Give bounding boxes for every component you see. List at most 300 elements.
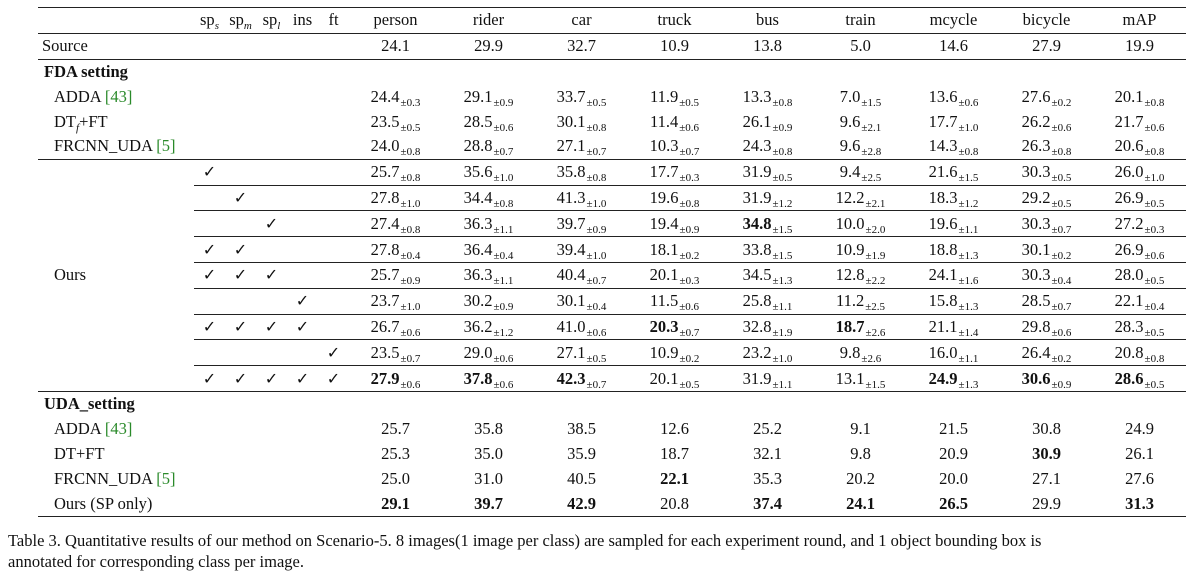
mean-value: 29.0 <box>463 342 493 362</box>
mean-value: 10.3 <box>649 136 679 156</box>
std-number: 0.6 <box>1150 121 1165 134</box>
mean-value: 20.1 <box>649 368 679 388</box>
std-value <box>679 301 699 313</box>
value-with-std <box>463 368 514 391</box>
mean-value: 10.9 <box>835 239 865 259</box>
plus-minus: ± <box>958 223 965 236</box>
value-cell <box>628 466 721 491</box>
mean-value: 31.9 <box>742 187 772 207</box>
std-value <box>959 327 979 339</box>
std-value <box>401 379 421 391</box>
check-mark-icon: ✓ <box>295 370 310 388</box>
std-value <box>680 327 700 339</box>
std-value <box>1052 97 1072 109</box>
value-cell <box>907 185 1000 211</box>
std-value <box>959 146 979 158</box>
mean-value: 30.1 <box>556 291 586 311</box>
std-number: 0.6 <box>592 326 607 339</box>
std-value <box>773 122 793 134</box>
plus-minus: ± <box>679 326 686 339</box>
std-number: 0.9 <box>592 223 607 236</box>
mean-value: 31.0 <box>474 468 503 488</box>
empty-check-cell <box>225 491 256 516</box>
std-number: 1.3 <box>964 301 979 314</box>
ours-row <box>38 366 1186 392</box>
value-with-std <box>649 162 700 185</box>
mean-value: 27.6 <box>1125 468 1154 488</box>
method-name <box>38 442 194 467</box>
std-value <box>587 97 607 109</box>
plus-minus: ± <box>958 352 965 365</box>
std-number: 1.3 <box>964 249 979 262</box>
std-number: 0.6 <box>499 378 514 391</box>
mean-value: 24.0 <box>370 136 400 156</box>
empty-check-cell <box>318 134 349 159</box>
uda-row <box>38 491 1186 516</box>
plus-minus: ± <box>493 352 500 365</box>
plus-minus: ± <box>958 96 965 109</box>
plus-minus: ± <box>865 249 872 262</box>
plus-minus: ± <box>861 121 868 134</box>
mean-value: 25.3 <box>381 443 410 463</box>
value-with-std <box>463 342 514 365</box>
mean-value: 29.1 <box>463 86 493 106</box>
mean-value: 28.5 <box>1021 291 1051 311</box>
mean-value: 24.9 <box>928 368 958 388</box>
std-value <box>587 379 607 391</box>
std-value <box>959 122 979 134</box>
std-number: 0.7 <box>406 352 421 365</box>
mean-value: 25.8 <box>742 291 772 311</box>
value-cell <box>349 109 442 134</box>
mean-value: 23.7 <box>370 291 400 311</box>
source-value: 5.0 <box>814 33 907 59</box>
check-mark-icon: ✓ <box>202 318 217 336</box>
mean-value: 25.7 <box>370 162 400 182</box>
std-number: 1.9 <box>871 249 886 262</box>
header-check-subscript: s <box>214 20 219 33</box>
value-with-std <box>742 86 793 109</box>
std-number: 0.7 <box>685 326 700 339</box>
std-value <box>680 172 700 184</box>
value-cell <box>907 134 1000 159</box>
value-cell <box>349 442 442 467</box>
plus-minus: ± <box>958 378 965 391</box>
value-with-std <box>463 213 514 236</box>
std-value <box>680 146 700 158</box>
value-with-std <box>1114 316 1165 339</box>
check-cell <box>194 185 225 211</box>
value-cell <box>535 84 628 109</box>
value-with-std <box>463 239 514 262</box>
mean-value: 28.6 <box>1114 368 1144 388</box>
value-with-std <box>463 111 514 134</box>
mean-value: 30.1 <box>1021 239 1051 259</box>
value-with-std <box>370 162 421 185</box>
header-check-2 <box>256 8 287 34</box>
std-value <box>1145 146 1165 158</box>
plus-minus: ± <box>400 378 407 391</box>
value-with-std <box>370 239 421 262</box>
plus-minus: ± <box>772 352 779 365</box>
value-cell <box>535 237 628 263</box>
value-with-std <box>556 342 607 365</box>
std-number: 1.2 <box>778 197 793 210</box>
plus-minus: ± <box>958 121 965 134</box>
mean-value: 13.6 <box>928 86 958 106</box>
value-with-std <box>742 213 793 236</box>
std-number: 0.4 <box>1057 275 1072 288</box>
std-value <box>1145 97 1165 109</box>
value-with-std <box>370 136 421 159</box>
empty-check-cell <box>256 491 287 516</box>
value-cell <box>907 109 1000 134</box>
std-number: 1.5 <box>964 172 979 185</box>
std-value <box>1145 275 1165 287</box>
std-value <box>587 172 607 184</box>
value-with-std <box>556 136 607 159</box>
std-number: 2.5 <box>867 172 882 185</box>
empty-check-cell <box>318 109 349 134</box>
value-cell <box>907 84 1000 109</box>
value-with-std <box>742 162 793 185</box>
citation-link: [43] <box>104 419 133 439</box>
value-with-std <box>835 187 886 210</box>
std-number: 0.7 <box>685 146 700 159</box>
std-number: 0.3 <box>1150 223 1165 236</box>
value-cell <box>907 211 1000 237</box>
plus-minus: ± <box>1051 121 1058 134</box>
plus-minus: ± <box>1144 121 1151 134</box>
std-value <box>773 353 793 365</box>
value-cell <box>814 185 907 211</box>
source-value: 29.9 <box>442 33 535 59</box>
value-with-std <box>370 265 421 288</box>
empty-check-cell <box>194 466 225 491</box>
ours-row <box>38 237 1186 263</box>
method-name-main: DT <box>54 111 76 131</box>
mean-value: 26.9 <box>1114 187 1144 207</box>
mean-value: 32.8 <box>742 316 772 336</box>
std-value <box>401 97 421 109</box>
header-check-label: ft <box>328 10 339 30</box>
value-with-std <box>463 265 514 288</box>
check-cell <box>256 159 287 185</box>
value-with-std <box>556 265 607 288</box>
value-cell <box>628 134 721 159</box>
value-cell <box>442 417 535 442</box>
value-cell <box>349 417 442 442</box>
plus-minus: ± <box>679 301 686 314</box>
value-with-std <box>839 162 882 185</box>
mean-value: 9.8 <box>850 443 871 463</box>
mean-value: 20.0 <box>939 468 968 488</box>
value-cell <box>907 366 1000 392</box>
std-number: 0.5 <box>592 96 607 109</box>
value-with-std <box>928 368 979 391</box>
std-value <box>1145 224 1165 236</box>
std-value <box>401 327 421 339</box>
plus-minus: ± <box>1051 249 1058 262</box>
mean-value: 37.4 <box>753 493 782 513</box>
value-with-std <box>1114 342 1165 365</box>
mean-value: 25.2 <box>753 419 782 439</box>
std-number: 1.0 <box>592 249 607 262</box>
value-cell <box>1000 237 1093 263</box>
source-value: 10.9 <box>628 33 721 59</box>
std-number: 2.1 <box>871 197 886 210</box>
mean-value: 42.3 <box>556 368 586 388</box>
value-with-std <box>1021 342 1072 365</box>
check-mark-icon: ✓ <box>233 318 248 336</box>
value-cell <box>1000 185 1093 211</box>
std-number: 0.3 <box>685 172 700 185</box>
std-number: 1.5 <box>778 223 793 236</box>
check-cell <box>194 211 225 237</box>
mean-value: 26.9 <box>1114 239 1144 259</box>
value-cell <box>535 366 628 392</box>
check-cell <box>225 340 256 366</box>
value-with-std <box>835 239 886 262</box>
std-number: 0.8 <box>1150 352 1165 365</box>
mean-value: 30.8 <box>1032 419 1061 439</box>
std-number: 0.6 <box>499 352 514 365</box>
std-number: 1.1 <box>964 352 979 365</box>
check-mark-icon: ✓ <box>233 189 248 207</box>
std-number: 2.1 <box>867 121 882 134</box>
std-value <box>959 379 979 391</box>
mean-value: 35.6 <box>463 162 493 182</box>
plus-minus: ± <box>1144 197 1151 210</box>
plus-minus: ± <box>493 301 500 314</box>
method-name-text: FRCNN_UDA <box>54 136 153 156</box>
value-cell <box>721 211 814 237</box>
value-cell <box>535 159 628 185</box>
value-with-std <box>649 291 700 314</box>
empty-check-cell <box>194 84 225 109</box>
value-with-std <box>1021 162 1072 185</box>
value-with-std <box>742 368 793 391</box>
mean-value: 23.2 <box>742 342 772 362</box>
method-name-text: ADDA <box>54 86 101 106</box>
plus-minus: ± <box>679 249 686 262</box>
std-number: 1.1 <box>778 301 793 314</box>
mean-value: 26.2 <box>1021 111 1051 131</box>
mean-value: 9.6 <box>839 111 861 131</box>
plus-minus: ± <box>493 378 500 391</box>
mean-value: 26.7 <box>370 316 400 336</box>
value-with-std <box>649 239 700 262</box>
value-cell <box>1093 159 1186 185</box>
method-name-text: DT+FT <box>54 443 105 463</box>
std-number: 0.2 <box>685 352 700 365</box>
value-with-std <box>649 316 700 339</box>
value-cell <box>721 442 814 467</box>
mean-value: 28.5 <box>463 111 493 131</box>
value-with-std <box>1114 368 1165 391</box>
value-cell <box>628 417 721 442</box>
plus-minus: ± <box>861 146 868 159</box>
check-cell <box>256 262 287 288</box>
value-with-std <box>649 342 700 365</box>
plus-minus: ± <box>772 301 779 314</box>
value-with-std <box>1114 239 1165 262</box>
std-value <box>401 146 421 158</box>
std-number: 2.2 <box>871 275 886 288</box>
plus-minus: ± <box>1144 326 1151 339</box>
std-number: 0.6 <box>406 378 421 391</box>
value-cell <box>907 442 1000 467</box>
mean-value: 16.0 <box>928 342 958 362</box>
std-value <box>401 224 421 236</box>
empty-check-cell <box>256 417 287 442</box>
std-value <box>1145 198 1165 210</box>
citation-link: [43] <box>104 86 133 106</box>
value-cell <box>442 491 535 516</box>
std-number: 1.0 <box>964 121 979 134</box>
plus-minus: ± <box>1051 378 1058 391</box>
plus-minus: ± <box>958 146 965 159</box>
plus-minus: ± <box>958 172 965 185</box>
std-value <box>1052 327 1072 339</box>
value-with-std <box>742 342 793 365</box>
std-number: 1.0 <box>406 301 421 314</box>
mean-value: 9.6 <box>839 136 861 156</box>
value-with-std <box>1021 368 1072 391</box>
value-cell <box>814 159 907 185</box>
value-cell <box>1000 288 1093 314</box>
plus-minus: ± <box>861 96 868 109</box>
plus-minus: ± <box>1144 223 1151 236</box>
check-mark-icon: ✓ <box>264 318 279 336</box>
value-with-std <box>556 368 607 391</box>
value-with-std <box>1114 162 1165 185</box>
fda-section-row <box>38 59 1186 84</box>
std-value <box>773 301 793 313</box>
mean-value: 27.1 <box>556 342 586 362</box>
mean-value: 26.1 <box>742 111 772 131</box>
mean-value: 34.8 <box>742 213 772 233</box>
value-cell <box>814 442 907 467</box>
plus-minus: ± <box>493 275 500 288</box>
mean-value: 36.3 <box>463 265 493 285</box>
value-with-std <box>649 265 700 288</box>
mean-value: 24.3 <box>742 136 772 156</box>
mean-value: 30.6 <box>1021 368 1051 388</box>
check-cell <box>287 340 318 366</box>
value-cell <box>814 366 907 392</box>
value-with-std <box>1021 291 1072 314</box>
fda-baseline-row <box>38 109 1186 134</box>
value-cell <box>1000 262 1093 288</box>
mean-value: 24.9 <box>1125 419 1154 439</box>
std-value <box>1145 379 1165 391</box>
value-with-std <box>1114 291 1165 314</box>
check-cell <box>318 237 349 263</box>
source-value: 19.9 <box>1093 33 1186 59</box>
results-table-container <box>38 7 1165 517</box>
header-class-person: person <box>349 8 442 34</box>
check-cell <box>225 211 256 237</box>
plus-minus: ± <box>865 197 872 210</box>
std-number: 1.6 <box>964 275 979 288</box>
plus-minus: ± <box>400 301 407 314</box>
std-number: 0.6 <box>685 301 700 314</box>
mean-value: 36.3 <box>463 213 493 233</box>
check-cell <box>194 237 225 263</box>
std-value <box>494 353 514 365</box>
value-cell <box>721 185 814 211</box>
value-cell <box>628 491 721 516</box>
value-cell <box>907 262 1000 288</box>
value-cell <box>721 262 814 288</box>
value-with-std <box>1114 136 1165 159</box>
std-value <box>861 172 881 184</box>
check-cell <box>318 211 349 237</box>
ours-row <box>38 185 1186 211</box>
plus-minus: ± <box>586 121 593 134</box>
std-value <box>494 198 514 210</box>
empty-check-cell <box>194 134 225 159</box>
mean-value: 30.3 <box>1021 162 1051 182</box>
empty-check-cell <box>287 84 318 109</box>
plus-minus: ± <box>1051 301 1058 314</box>
header-check-label: ins <box>292 10 313 30</box>
mean-value: 21.7 <box>1114 111 1144 131</box>
value-cell <box>442 366 535 392</box>
source-value: 32.7 <box>535 33 628 59</box>
value-cell <box>349 288 442 314</box>
check-cell <box>287 159 318 185</box>
mean-value: 35.8 <box>556 162 586 182</box>
header-class-rider: rider <box>442 8 535 34</box>
check-cell <box>194 262 225 288</box>
value-with-std <box>742 291 793 314</box>
plus-minus: ± <box>958 197 965 210</box>
method-name <box>38 491 194 516</box>
value-cell <box>814 109 907 134</box>
value-with-std <box>556 213 607 236</box>
value-cell <box>442 442 535 467</box>
empty-check-cell <box>318 442 349 467</box>
check-cell <box>194 159 225 185</box>
value-cell <box>907 159 1000 185</box>
header-class-mcycle: mcycle <box>907 8 1000 34</box>
mean-value: 14.3 <box>928 136 958 156</box>
std-number: 0.7 <box>592 378 607 391</box>
value-cell <box>535 491 628 516</box>
empty-check-cell <box>256 109 287 134</box>
value-with-std <box>649 86 700 109</box>
plus-minus: ± <box>400 121 407 134</box>
value-cell <box>907 288 1000 314</box>
plus-minus: ± <box>493 326 500 339</box>
std-number: 2.6 <box>867 352 882 365</box>
std-number: 1.9 <box>778 326 793 339</box>
std-number: 0.8 <box>1150 96 1165 109</box>
plus-minus: ± <box>679 121 686 134</box>
plus-minus: ± <box>958 301 965 314</box>
mean-value: 39.4 <box>556 239 586 259</box>
mean-value: 24.1 <box>846 493 875 513</box>
value-with-std <box>556 239 607 262</box>
mean-value: 17.7 <box>649 162 679 182</box>
mean-value: 20.6 <box>1114 136 1144 156</box>
header-class-mAP: mAP <box>1093 8 1186 34</box>
plus-minus: ± <box>1051 146 1058 159</box>
mean-value: 18.7 <box>835 316 865 336</box>
std-value <box>773 172 793 184</box>
